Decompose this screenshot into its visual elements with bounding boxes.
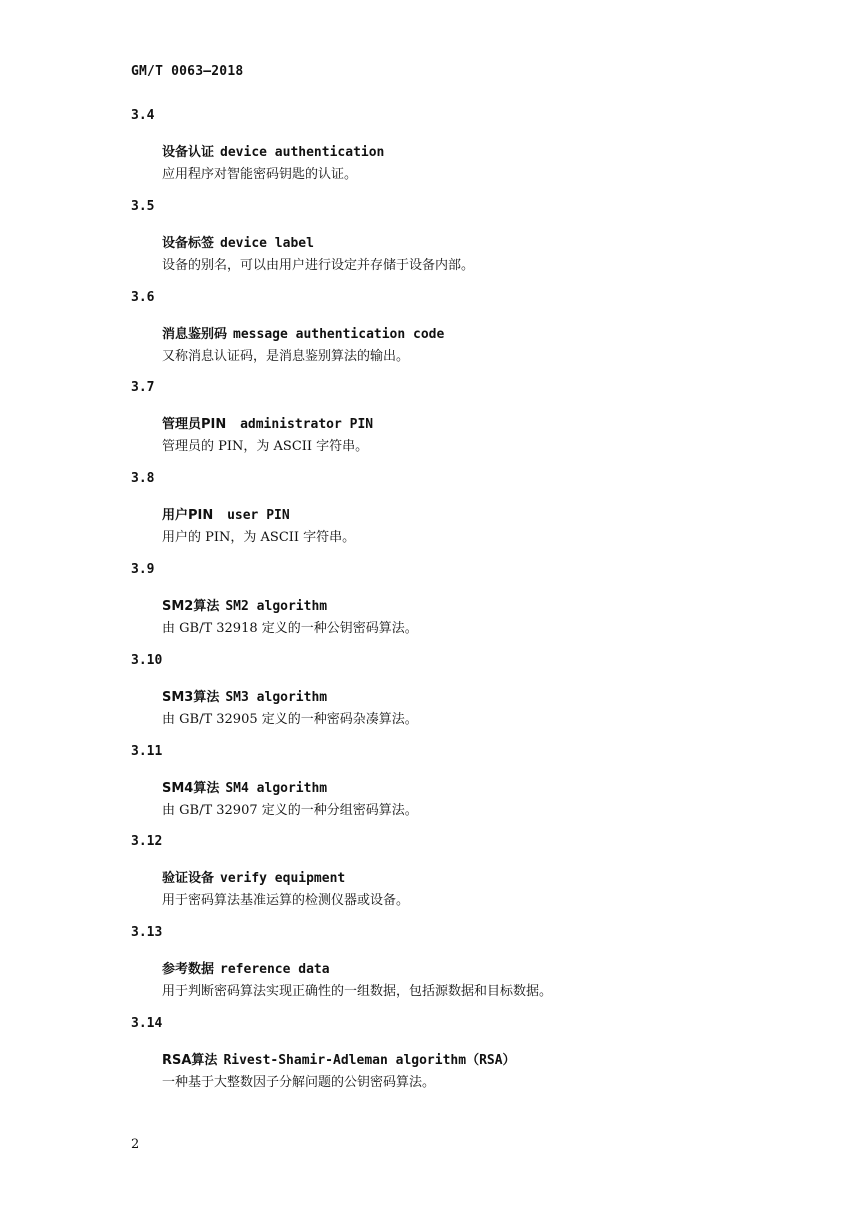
term-chinese: SM4算法 [162, 780, 220, 796]
term-chinese: 消息鉴别码 [162, 326, 228, 342]
term-entry [131, 562, 771, 653]
term-definition: 管理员的 PIN，为 ASCII 字符串。 [162, 439, 369, 455]
term-title [162, 232, 314, 251]
term-definition: 设备的别名，可以由用户进行设定并存储于设备内部。 [162, 257, 475, 273]
term-definition: 应用程序对智能密码钥匙的认证。 [162, 167, 358, 182]
term-number: 3.14 [131, 1015, 163, 1031]
term-english: SM4 algorithm [225, 780, 328, 796]
term-entry [131, 108, 771, 199]
term-number: 3.10 [131, 652, 163, 668]
term-number: 3.9 [131, 561, 155, 577]
term-english: device authentication [220, 145, 385, 160]
term-chinese: 用户PIN [162, 508, 214, 524]
standard-code-header: GM/T 0063—2018 [131, 64, 244, 79]
term-title [162, 867, 345, 886]
term-english: reference data [220, 962, 330, 978]
term-definition: 用于密码算法基准运算的检测仪器或设备。 [162, 893, 410, 909]
term-definition: 由 GB/T 32905 定义的一种密码杂凑算法。 [162, 711, 418, 727]
term-title [162, 141, 384, 160]
term-number: 3.13 [131, 925, 163, 941]
term-chinese: 设备标签 [162, 235, 215, 251]
term-english: administrator PIN [232, 417, 374, 433]
term-english: user PIN [219, 508, 290, 524]
term-definition: 用于判断密码算法实现正确性的一组数据，包括源数据和目标数据。 [162, 984, 553, 1000]
term-number: 3.12 [131, 834, 163, 850]
term-title [162, 686, 327, 705]
term-number: 3.8 [131, 471, 155, 487]
term-number: 3.7 [131, 380, 155, 396]
term-english: SM2 algorithm [225, 598, 328, 614]
term-english: message authentication code [233, 326, 445, 342]
page-number: 2 [131, 1137, 140, 1152]
term-title [162, 1049, 516, 1068]
term-definition: 又称消息认证码，是消息鉴别算法的输出。 [162, 348, 410, 364]
term-definition: 由 GB/T 32907 定义的一种分组密码算法。 [162, 802, 418, 818]
term-entry [131, 653, 771, 744]
term-english: device label [220, 235, 314, 251]
term-definition: 一种基于大整数因子分解问题的公钥密码算法。 [162, 1074, 436, 1090]
term-title [162, 777, 327, 796]
term-entry [131, 834, 771, 925]
term-number: 3.4 [131, 108, 155, 123]
term-entry [131, 471, 771, 562]
term-title [162, 958, 330, 977]
term-number: 3.11 [131, 743, 163, 759]
term-chinese: 管理员PIN [162, 417, 227, 433]
term-english: SM3 algorithm [225, 689, 328, 705]
term-title [162, 413, 373, 432]
term-number: 3.6 [131, 289, 155, 305]
term-chinese: RSA算法 [162, 1052, 218, 1068]
term-chinese: 验证设备 [162, 871, 215, 887]
term-entry [131, 380, 771, 471]
term-entry [131, 290, 771, 381]
term-title [162, 595, 327, 614]
term-chinese: SM3算法 [162, 689, 220, 705]
term-entry [131, 1016, 771, 1107]
term-chinese: 设备认证 [162, 145, 215, 160]
term-english: verify equipment [220, 871, 346, 887]
term-entry [131, 199, 771, 290]
term-english: Rivest-Shamir-Adleman algorithm（RSA） [223, 1052, 516, 1068]
term-title [162, 323, 444, 342]
term-title [162, 504, 290, 523]
term-entry [131, 925, 771, 1016]
term-definition: 用户的 PIN，为 ASCII 字符串。 [162, 530, 356, 546]
terms-list [131, 108, 771, 1107]
term-number: 3.5 [131, 198, 155, 214]
term-chinese: SM2算法 [162, 598, 220, 614]
term-entry [131, 744, 771, 835]
term-chinese: 参考数据 [162, 962, 215, 978]
term-definition: 由 GB/T 32918 定义的一种公钥密码算法。 [162, 620, 418, 636]
